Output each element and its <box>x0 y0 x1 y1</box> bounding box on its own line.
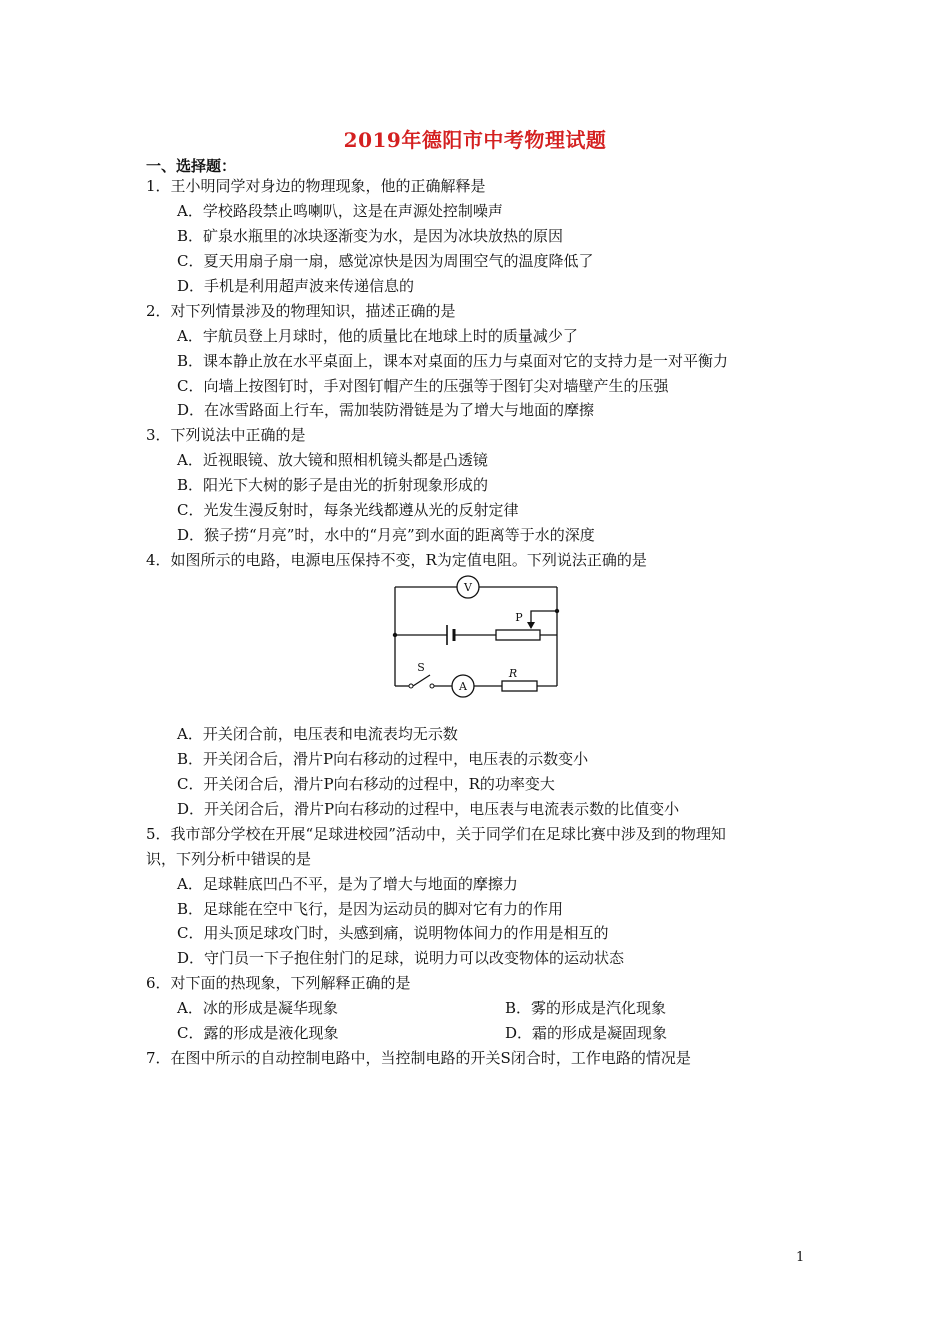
question-6-option-b[interactable]: B．雾的形成是汽化现象 <box>505 999 667 1017</box>
switch-contact-right <box>430 684 434 688</box>
slider-label: P <box>515 611 523 624</box>
question-5-option-c[interactable]: C．用头顶足球攻门时，头感到痛，说明物体间力的作用是相互的 <box>177 924 609 942</box>
question-5-stem: 5．我市部分学校在开展“足球进校园”活动中，关于同学们在足球比赛中涉及到的物理知 <box>146 825 726 843</box>
ammeter-label: A <box>459 680 467 693</box>
question-3-option-c[interactable]: C．光发生漫反射时，每条光线都遵从光的反射定律 <box>177 501 519 519</box>
question-6-stem: 6．对下面的热现象，下列解释正确的是 <box>146 974 411 992</box>
resistor-icon <box>502 681 537 691</box>
question-3-option-a[interactable]: A．近视眼镜、放大镜和照相机镜头都是凸透镜 <box>177 451 488 469</box>
junction-left <box>393 633 397 637</box>
question-1-option-c[interactable]: C．夏天用扇子扇一扇，感觉凉快是因为周围空气的温度降低了 <box>177 252 594 270</box>
question-1-option-d[interactable]: D．手机是利用超声波来传递信息的 <box>177 277 415 295</box>
question-3-option-b[interactable]: B．阳光下大树的影子是由光的折射现象形成的 <box>177 476 489 494</box>
question-4-option-b[interactable]: B．开关闭合后，滑片P向右移动的过程中，电压表的示数变小 <box>177 750 589 768</box>
switch-blade <box>413 675 430 686</box>
question-4-stem: 4．如图所示的电路，电源电压保持不变，R为定值电阻。下列说法正确的是 <box>146 551 647 569</box>
question-6-option-c[interactable]: C．露的形成是液化现象 <box>177 1024 339 1042</box>
question-3-stem: 3．下列说法中正确的是 <box>146 426 306 444</box>
slider-wire <box>531 611 557 628</box>
page-number: 1 <box>796 1250 805 1265</box>
question-4-option-d[interactable]: D．开关闭合后，滑片P向右移动的过程中，电压表与电流表示数的比值变小 <box>177 800 680 818</box>
question-3-option-d[interactable]: D．猴子捞“月亮”时，水中的“月亮”到水面的距离等于水的深度 <box>177 526 595 544</box>
question-2-option-a[interactable]: A．宇航员登上月球时，他的质量比在地球上时的质量减少了 <box>177 327 578 345</box>
question-5-option-b[interactable]: B．足球能在空中飞行，是因为运动员的脚对它有力的作用 <box>177 900 564 918</box>
question-1-option-a[interactable]: A．学校路段禁止鸣喇叭，这是在声源处控制噪声 <box>177 202 503 220</box>
question-2-option-b[interactable]: B．课本静止放在水平桌面上，课本对桌面的压力与桌面对它的支持力是一对平衡力 <box>177 352 729 370</box>
switch-label: S <box>417 661 425 674</box>
question-2-option-c[interactable]: C．向墙上按图钉时，手对图钉帽产生的压强等于图钉尖对墙壁产生的压强 <box>177 377 669 395</box>
question-5-stem-continued: 识，下列分析中错误的是 <box>146 850 312 868</box>
question-2-stem: 2．对下列情景涉及的物理知识，描述正确的是 <box>146 302 456 320</box>
section-heading: 一、选择题： <box>146 157 237 175</box>
voltmeter-label: V <box>464 581 472 594</box>
question-5-option-d[interactable]: D．守门员一下子抱住射门的足球，说明力可以改变物体的运动状态 <box>177 949 625 967</box>
rheostat-icon <box>496 630 540 640</box>
question-4-option-a[interactable]: A．开关闭合前，电压表和电流表均无示数 <box>177 725 458 743</box>
circuit-diagram <box>385 570 575 700</box>
question-6-option-a[interactable]: A．冰的形成是凝华现象 <box>177 999 338 1017</box>
question-5-option-a[interactable]: A．足球鞋底凹凸不平，是为了增大与地面的摩擦力 <box>177 875 518 893</box>
slider-arrow-icon <box>527 622 535 629</box>
question-1-option-b[interactable]: B．矿泉水瓶里的冰块逐渐变为水，是因为冰块放热的原因 <box>177 227 564 245</box>
resistor-label: R <box>508 667 518 680</box>
question-6-option-d[interactable]: D．霜的形成是凝固现象 <box>505 1024 668 1042</box>
page-title: 2019年德阳市中考物理试题 <box>343 128 607 152</box>
question-4-option-c[interactable]: C．开关闭合后，滑片P向右移动的过程中，R的功率变大 <box>177 775 555 793</box>
junction-right <box>555 609 559 613</box>
question-1-stem: 1．王小明同学对身边的物理现象，他的正确解释是 <box>146 177 486 195</box>
question-2-option-d[interactable]: D．在冰雪路面上行车，需加装防滑链是为了增大与地面的摩擦 <box>177 401 595 419</box>
switch-contact-left <box>409 684 413 688</box>
question-7-stem: 7．在图中所示的自动控制电路中，当控制电路的开关S闭合时，工作电路的情况是 <box>146 1049 691 1067</box>
